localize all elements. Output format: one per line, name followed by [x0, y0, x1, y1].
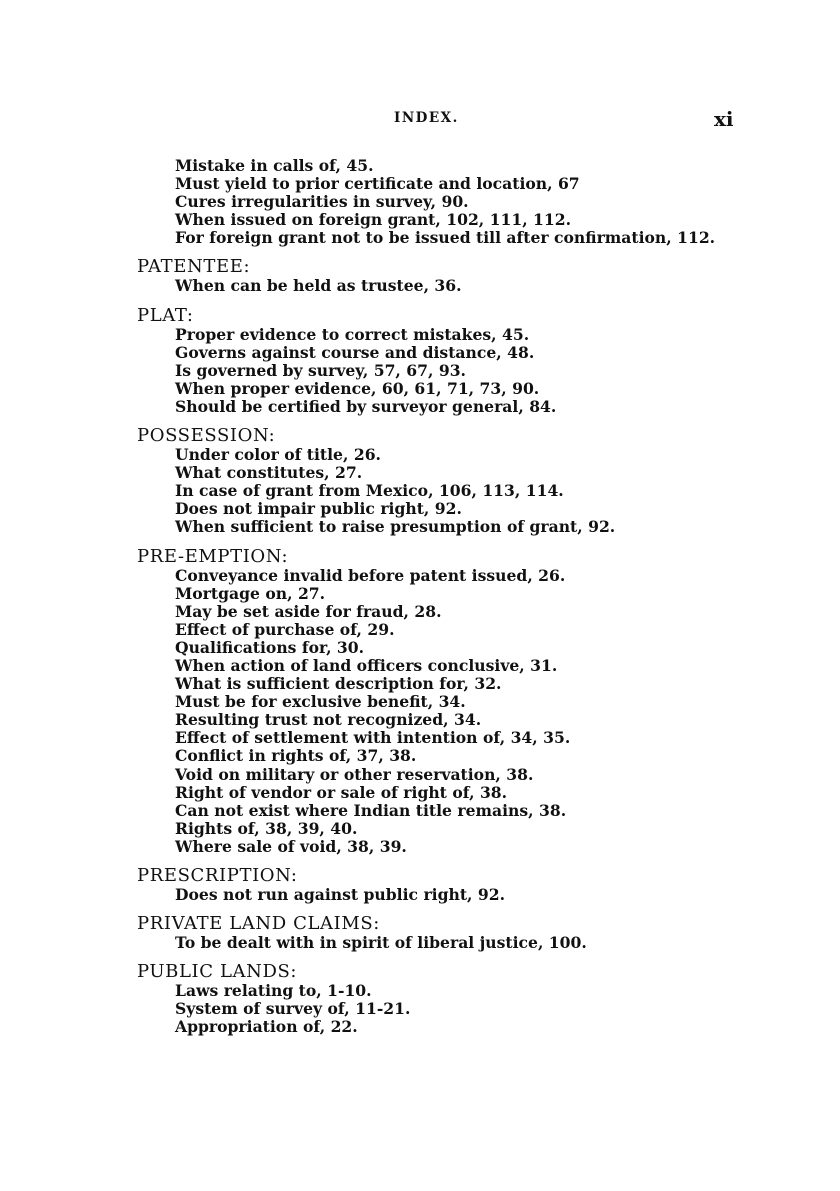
- page-number: xi: [714, 107, 734, 131]
- index-entry: What is sufficient description for, 32.: [175, 674, 502, 694]
- index-entry: When issued on foreign grant, 102, 111, 112.: [175, 210, 572, 230]
- index-entry: For foreign grant not to be issued till after confirmation, 112.: [175, 228, 716, 248]
- index-entry: May be set aside for fraud, 28.: [175, 601, 442, 621]
- index-entry: Rights of, 38, 39, 40.: [175, 818, 358, 838]
- index-entry: Cures irregularities in survey, 90.: [175, 192, 469, 212]
- index-entry: Qualifications for, 30.: [175, 637, 365, 657]
- running-title: INDEX.: [394, 110, 459, 126]
- index-entry: Governs against course and distance, 48.: [175, 342, 535, 362]
- index-entry: Laws relating to, 1-10.: [175, 981, 372, 1001]
- section-heading: PRESCRIPTION:: [137, 865, 298, 886]
- index-section-private-land-claims: [137, 913, 797, 952]
- index-entry: Must yield to prior certificate and location, 67: [175, 174, 580, 194]
- index-entry: Conveyance invalid before patent issued, 26.: [175, 565, 566, 585]
- index-entry: Void on military or other reservation, 38.: [175, 764, 534, 784]
- index-entry: When action of land officers conclusive, 31.: [175, 655, 558, 675]
- index-entry: Proper evidence to correct mistakes, 45.: [175, 324, 530, 344]
- section-heading: PLAT:: [137, 304, 194, 326]
- index-entry: Must be for exclusive benefit, 34.: [175, 692, 466, 712]
- index-entry: System of survey of, 11-21.: [175, 999, 411, 1019]
- index-section-prescription: [137, 865, 797, 904]
- index-section-patentee: [137, 256, 797, 295]
- index-entry: What constitutes, 27.: [175, 463, 363, 483]
- section-heading: PRIVATE LAND CLAIMS:: [137, 913, 380, 935]
- section-heading: PATENTEE:: [137, 256, 251, 278]
- index-section-plat: [137, 305, 797, 416]
- index-entry: Effect of settlement with intention of, 34, 35.: [175, 728, 571, 748]
- index-content: [137, 157, 797, 1036]
- index-entry: Should be certified by surveyor general, 84.: [175, 396, 557, 416]
- index-entry: Resulting trust not recognized, 34.: [175, 710, 482, 730]
- index-section-pre-emption: [137, 546, 797, 857]
- index-entry: Is governed by survey, 57, 67, 93.: [175, 360, 466, 380]
- index-entry: When proper evidence, 60, 61, 71, 73, 90.: [175, 378, 540, 398]
- section-heading: PRE-EMPTION:: [137, 545, 289, 567]
- index-entry: Can not exist where Indian title remains, 38.: [175, 800, 567, 820]
- index-entry: Mortgage on, 27.: [175, 583, 326, 603]
- continued-entries: [137, 157, 797, 247]
- index-entry: When sufficient to raise presumption of grant, 92.: [175, 517, 616, 537]
- index-entry: Right of vendor or sale of right of, 38.: [175, 782, 508, 802]
- index-entry: Effect of purchase of, 29.: [175, 619, 395, 639]
- index-entry: Mistake in calls of, 45.: [175, 156, 374, 175]
- index-entry: In case of grant from Mexico, 106, 113, 114.: [175, 481, 564, 501]
- index-section-public-lands: [137, 961, 797, 1036]
- index-entry: Under color of title, 26.: [175, 445, 381, 465]
- index-section-possession: [137, 425, 797, 536]
- section-heading: POSSESSION:: [137, 425, 276, 447]
- index-entry: Appropriation of, 22.: [175, 1017, 358, 1037]
- index-entry: Does not run against public right, 92.: [175, 885, 506, 904]
- index-entry: To be dealt with in spirit of liberal justice, 100.: [175, 933, 587, 953]
- index-entry: Conflict in rights of, 37, 38.: [175, 746, 417, 766]
- index-entry: When can be held as trustee, 36.: [175, 276, 462, 296]
- section-heading: PUBLIC LANDS:: [137, 961, 298, 983]
- index-entry: Where sale of void, 38, 39.: [175, 836, 407, 856]
- index-entry: Does not impair public right, 92.: [175, 499, 462, 519]
